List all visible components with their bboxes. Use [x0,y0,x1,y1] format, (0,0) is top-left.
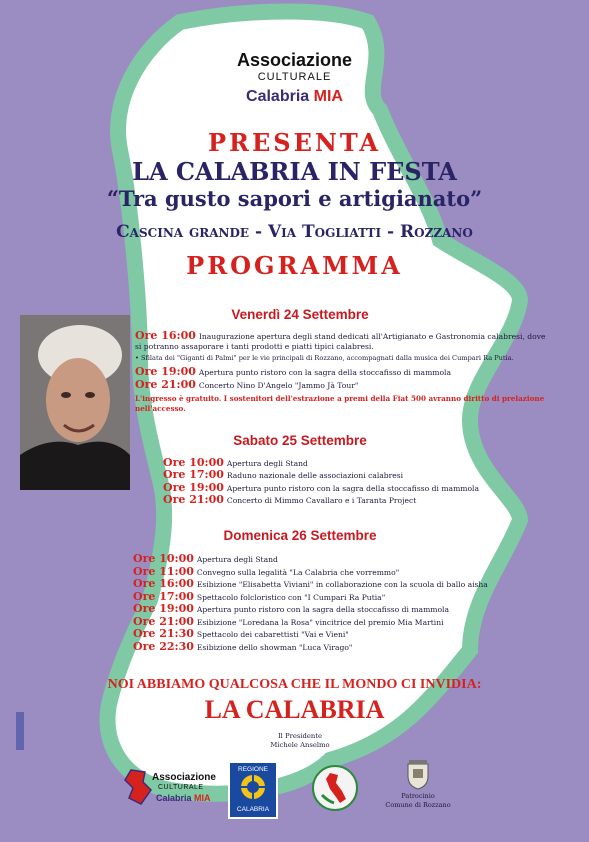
assoc-title: Associazione [236,50,353,70]
regione-logo [228,761,278,819]
regione-bottom-label: CALABRIA [236,806,270,813]
friday-event: • Sfilata dei "Giganti di Palmi" per le vie principali di Rozzano, accompagnati dalla musica dei Cumpari Ra Putia. [135,354,514,362]
saturday-title: Sabato 25 Settembre [233,433,367,448]
saturday-event: Ore 19:00 Apertura punto ristoro con la sagra della stoccafisso di mammola [163,481,480,494]
programma-heading: PROGRAMMA [186,251,403,280]
assoc-logo-icon [123,768,153,806]
coat-of-arms-icon [239,773,267,801]
friday-title: Venerdì 24 Settembre [231,307,369,322]
printer-mark-icon [16,712,24,750]
portrait-icon [20,315,130,490]
patrocinio-label: Patrocinio [401,792,435,800]
event-title: LA CALABRIA IN FESTA [132,157,457,186]
event-subtitle: “Tra gusto sapori e artigianato” [106,186,483,211]
friday-event: Ore 21:00 Concerto Nino D'Angelo "Jammo Jà Tour" [135,378,359,391]
saturday-event: Ore 21:00 Concerto di Mimmo Cavallaro e i Taranta Project [163,493,417,506]
patrocinio-comune: Comune di Rozzano [385,801,451,809]
sunday-event: Ore 11:00 Convegno sulla legalità "La Calabria che vorremmo" [133,565,400,578]
sunday-event: Ore 10:00 Apertura degli Stand [133,552,278,565]
footer-assoc-title: Associazione [152,772,216,783]
slogan-text: NOI ABBIAMO QUALCOSA CHE IL MONDO CI INVIDIA: [107,677,482,692]
presenta-heading: PRESENTA [207,128,381,157]
president-name: Michele Anselmo [270,741,330,749]
sunday-event: Ore 17:00 Spettacolo folcloristico con "I Cumpari Ra Putia" [133,590,386,603]
event-location: Cascina grande - Via Togliatti - Rozzano [116,222,473,242]
friday-event: Ore 19:00 Apertura punto ristoro con la sagra della stoccafisso di mammola [135,365,452,378]
saturday-event: Ore 10:00 Apertura degli Stand [163,456,308,469]
friday-note: L'ingresso è gratuito. I sostenitori dell'estrazione a premi della Fiat 500 avranno diritto di prelazione [135,394,545,403]
rozzano-crest-icon [405,760,431,790]
sunday-event: Ore 21:00 Esibizione "Loredana la Rosa" vincitrice del premio Mia Martini [133,615,444,628]
regione-top-label: REGIONE [238,766,268,773]
sunday-event: Ore 19:00 Apertura punto ristoro con la sagra della stoccafisso di mammola [133,602,450,615]
president-role: Il Presidente [277,732,323,740]
sunday-event: Ore 21:30 Spettacolo dei cabarettisti "Vai e Vieni" [133,627,349,640]
sunday-event: Ore 22:30 Esibizione dello showman "Luca Virago" [133,640,353,653]
italy-map-logo [312,765,358,811]
assoc-subtitle: CULTURALE [257,71,332,83]
assoc-brand: Calabria MIA [246,88,343,105]
footer-assoc-brand: Calabria MIA [156,793,211,803]
friday-note: nell'accesso. [135,404,186,413]
big-calabria: LA CALABRIA [204,695,385,724]
sunday-title: Domenica 26 Settembre [223,528,377,543]
friday-event: si potranno assaporare i tanti prodotti e piatti tipici calabresi. [135,342,374,351]
portrait-photo [20,315,130,490]
saturday-event: Ore 17:00 Raduno nazionale delle associazioni calabresi [163,468,404,481]
sunday-event: Ore 16:00 Esibizione "Elisabetta Viviani" in collaborazione con la scuola di ballo aisha [133,577,488,590]
friday-event: Ore 16:00 Inaugurazione apertura degli stand dedicati all'Artigianato e Gastronomia calabresi, dove [135,329,546,342]
footer-assoc-subtitle: CULTURALE [158,784,204,791]
